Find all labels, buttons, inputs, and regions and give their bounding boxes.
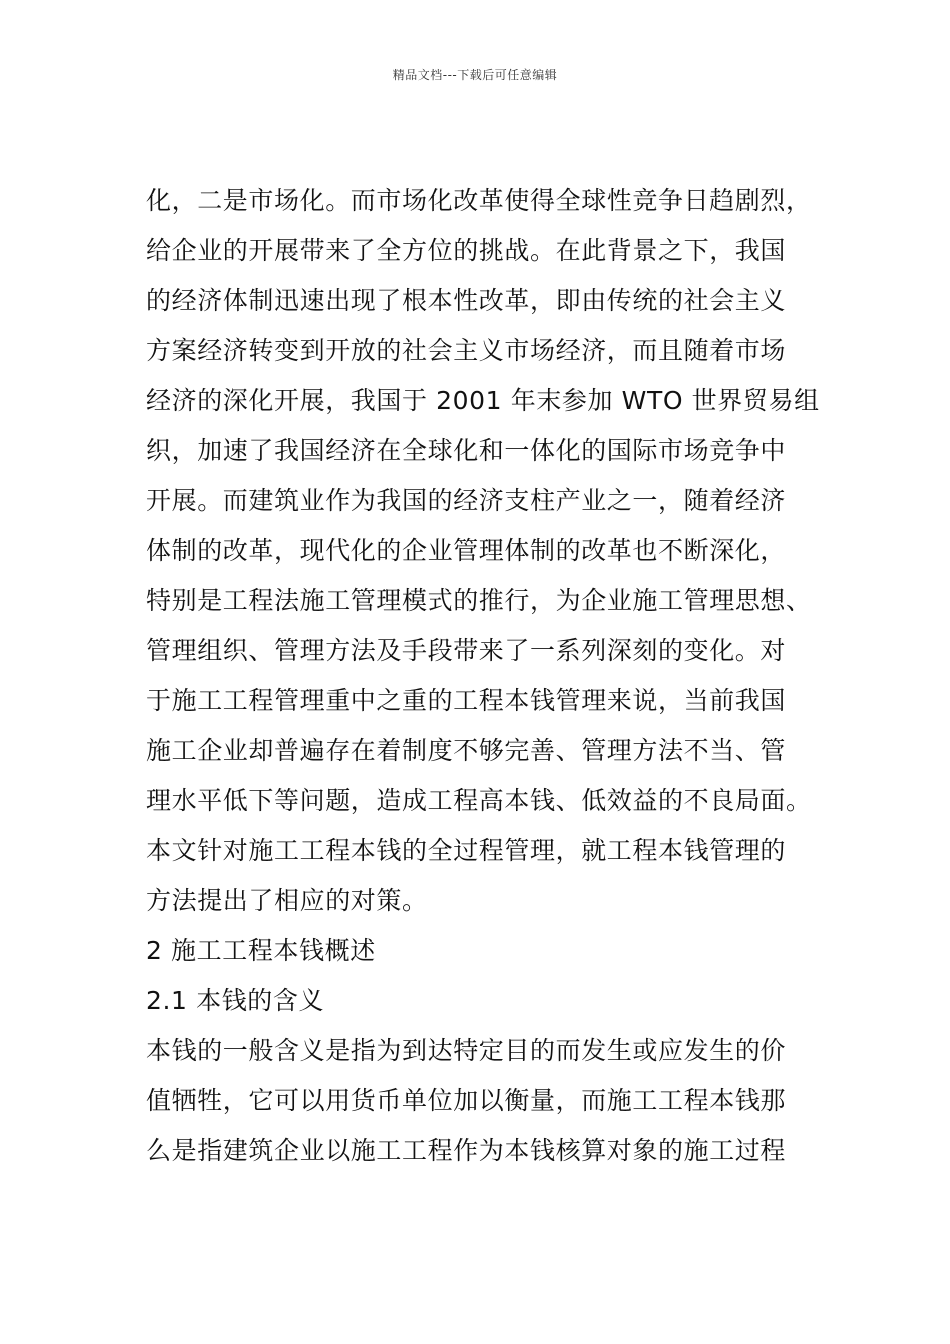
paragraph-line: 方案经济转变到开放的社会主义市场经济，而且随着市场 — [146, 336, 787, 365]
paragraph-line: 本文针对施工工程本钱的全过程管理，就工程本钱管理的 — [146, 836, 787, 865]
paragraph-line: 经济的深化开展，我国于 2001 年末参加 WTO 世界贸易组 — [146, 386, 820, 415]
subsection-heading: 2.1 本钱的含义 — [146, 986, 325, 1015]
paragraph-line: 给企业的开展带来了全方位的挑战。在此背景之下，我国 — [146, 236, 787, 265]
document-body — [146, 176, 826, 1176]
page-header: 精品文档---下载后可任意编辑 — [392, 68, 558, 82]
paragraph-line: 织，加速了我国经济在全球化和一体化的国际市场竞争中 — [146, 436, 787, 465]
paragraph-line: 管理组织、管理方法及手段带来了一系列深刻的变化。对 — [146, 636, 787, 665]
paragraph-line: 特别是工程法施工管理模式的推行，为企业施工管理思想、 — [146, 586, 812, 615]
paragraph-line: 开展。而建筑业作为我国的经济支柱产业之一，随着经济 — [146, 486, 787, 515]
paragraph-line: 于施工工程管理重中之重的工程本钱管理来说，当前我国 — [146, 686, 787, 715]
paragraph-line: 理水平低下等问题，造成工程高本钱、低效益的不良局面。 — [146, 786, 812, 815]
paragraph-line: 的经济体制迅速出现了根本性改革，即由传统的社会主义 — [146, 286, 787, 315]
paragraph-line: 化，二是市场化。而市场化改革使得全球性竞争日趋剧烈， — [146, 186, 812, 215]
paragraph-line: 值牺牲，它可以用货币单位加以衡量，而施工工程本钱那 — [146, 1086, 787, 1115]
paragraph-line: 方法提出了相应的对策。 — [146, 886, 428, 915]
paragraph-line: 体制的改革，现代化的企业管理体制的改革也不断深化， — [146, 536, 787, 565]
section-heading: 2 施工工程本钱概述 — [146, 936, 376, 965]
paragraph-line: 本钱的一般含义是指为到达特定目的而发生或应发生的价 — [146, 1036, 787, 1065]
paragraph-line: 施工企业却普遍存在着制度不够完善、管理方法不当、管 — [146, 736, 787, 765]
paragraph-line: 么是指建筑企业以施工工程作为本钱核算对象的施工过程 — [146, 1136, 787, 1165]
